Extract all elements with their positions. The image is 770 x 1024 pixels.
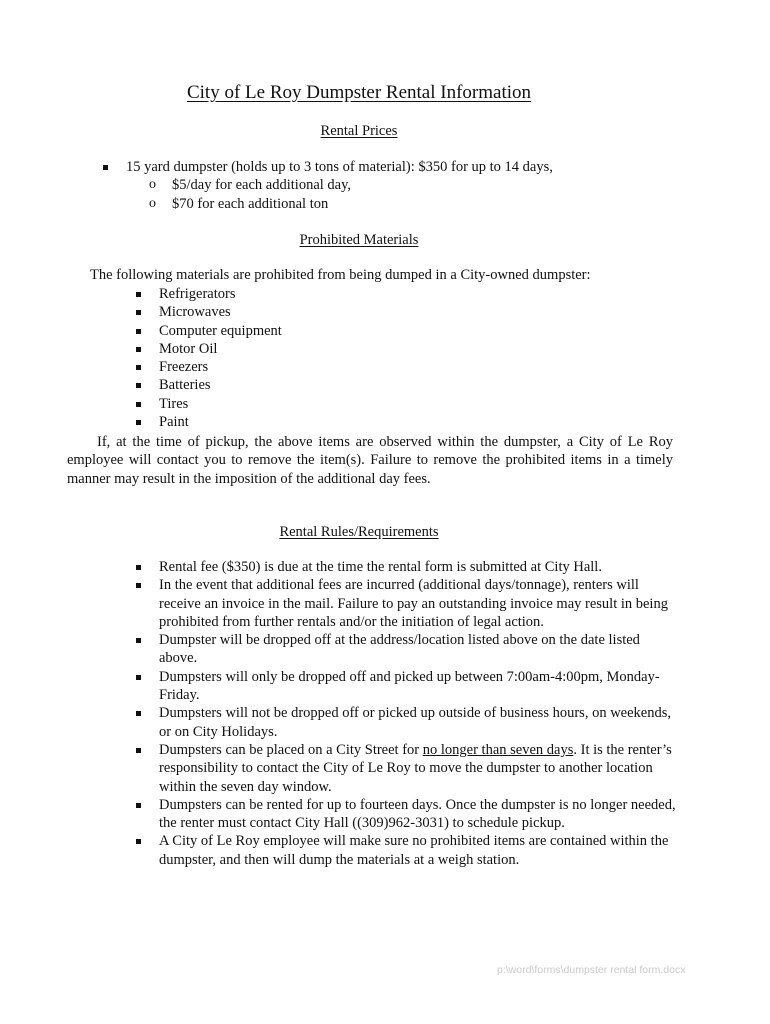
- rental-rules-list: [159, 558, 679, 869]
- rental-prices-list: [126, 158, 686, 213]
- list-item: Dumpsters will only be dropped off and picked up between 7:00am-4:00pm, Monday-Friday.: [159, 668, 679, 705]
- list-item: Refrigerators: [159, 285, 459, 303]
- prohibited-list: [159, 285, 459, 431]
- list-item: Paint: [159, 413, 459, 431]
- list-item: A City of Le Roy employee will make sure no prohibited items are contained within the dumpster, and then will dump the materials at a weigh station.: [159, 832, 679, 869]
- street-rule-after: . It is the renter’s responsibility to contact the City of Le Roy to move the dumpster to another location within the seven day window.: [159, 741, 672, 795]
- list-item: Dumpsters will not be dropped off or picked up outside of business hours, on weekends, or on City Holidays.: [159, 704, 679, 741]
- list-item: Motor Oil: [159, 340, 459, 358]
- rental-rules-heading: Rental Rules/Requirements: [279, 524, 439, 540]
- list-item: Microwaves: [159, 303, 459, 321]
- list-item: o $70 for each additional ton: [172, 195, 686, 213]
- list-item: Batteries: [159, 376, 459, 394]
- list-item: Freezers: [159, 358, 459, 376]
- file-path-footer: p:\word\forms\dumpster rental form.docx: [497, 964, 686, 976]
- list-item: Dumpsters can be rented for up to fourteen days. Once the dumpster is no longer needed, the renter must contact City Hall ((309)962-3031) to schedule pickup.: [159, 796, 679, 833]
- list-item: Dumpster will be dropped off at the address/location listed above on the date listed above.: [159, 631, 679, 668]
- list-item: Rental fee ($350) is due at the time the rental form is submitted at City Hall.: [159, 558, 679, 576]
- street-rule-underlined: no longer than seven days: [422, 741, 574, 758]
- list-item: In the event that additional fees are incurred (additional days/tonnage), renters will receive an invoice in the mail. Failure to pay an outstanding invoice may result in being prohibited from further rentals and/or the initiation of legal action.: [159, 576, 679, 631]
- list-item: Computer equipment: [159, 322, 459, 340]
- prohibited-materials-heading: Prohibited Materials: [299, 232, 419, 248]
- list-item: [126, 158, 686, 213]
- prohibited-intro: The following materials are prohibited from being dumped in a City-owned dumpster:: [90, 267, 591, 283]
- street-rule-before: Dumpsters can be placed on a City Street for: [159, 741, 423, 758]
- rental-prices-heading: Rental Prices: [320, 123, 398, 139]
- price-sub-list: [126, 176, 686, 213]
- list-item: [159, 741, 679, 796]
- price-main-text: 15 yard dumpster (holds up to 3 tons of material): $350 for up to 14 days,: [126, 159, 553, 175]
- list-item: Tires: [159, 395, 459, 413]
- page-title: City of Le Roy Dumpster Rental Information: [186, 82, 532, 103]
- prohibited-paragraph: If, at the time of pickup, the above items are observed within the dumpster, a City of Le Roy employee will contact you to remove the item(s). Failure to remove the prohibited items in a timely manner may result in the imposition of the additional day fees.: [67, 434, 673, 487]
- list-item: o $5/day for each additional day,: [172, 176, 686, 194]
